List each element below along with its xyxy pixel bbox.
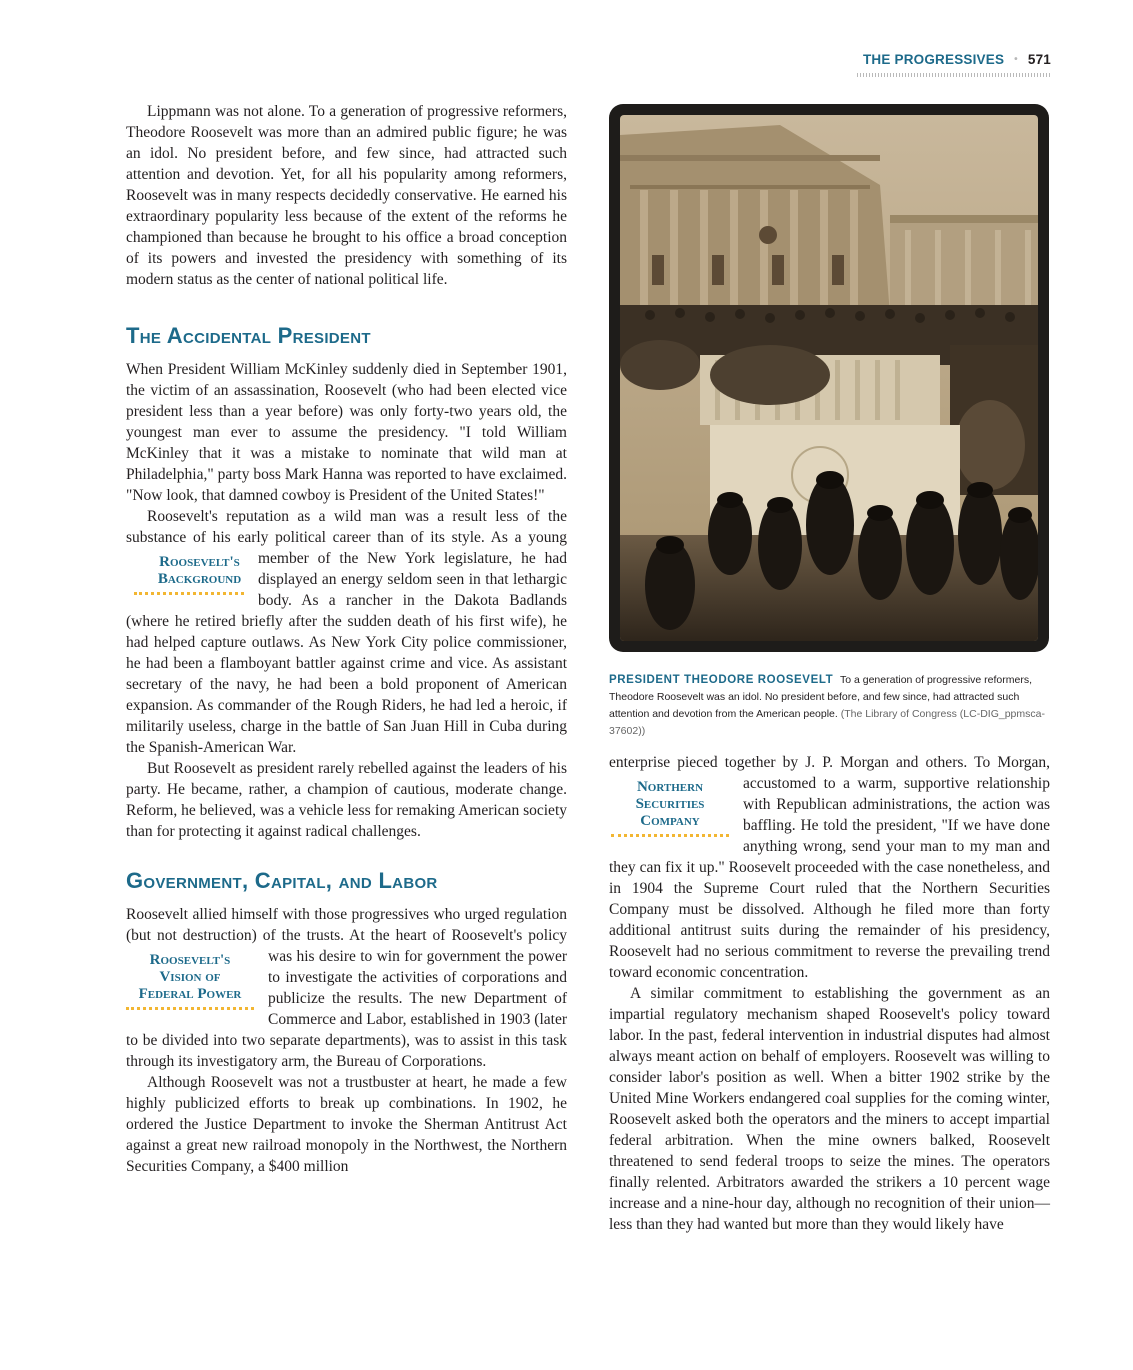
running-head-rule [857,73,1050,77]
paragraph-reputation-rest: young member of the New York legislature, he had displayed an energy seldom seen in that lethargic body. As a rancher in the Dakota Badlands (where he retired briefly after the sudden death of his first wife), he had helped capture outlaws. As New York City police commissioner, he had been a flamboyant battler against crime and vice. As assistant secretary of the navy, he had been a bold proponent of American expansion. As commander of the Rough Riders, he had led a heroic, if militarily useless, charge in the battle of San Juan Hill in Cuba during the Spanish-American War. [126,529,568,756]
running-head-separator: • [1014,53,1018,65]
roosevelt-inauguration-photo [620,115,1038,641]
paragraph-mckinley: When President William McKinley suddenly died in September 1901, the victim of an assassination, Roosevelt (who had been elected vice president less than a year before) was only forty-two years old, the youngest man ever to assume the presidency. "I told William McKinley that it was a mistake to nominate that wild man at Philadelphia," party boss Mark Hanna was reported to have exclaimed. "Now look, that damned cowboy is President of the United States!" [126,361,567,504]
caption-title: PRESIDENT THEODORE ROOSEVELT [609,674,834,686]
running-head-section: THE PROGRESSIVES [862,51,1005,67]
paragraph-rarely-rebelled: But Roosevelt as president rarely rebelled against the leaders of his party. He became, rather, a champion of cautious, moderate change. Reform, he believed, was a vehicle less for remaking American society than for protecting it against radical challenges. [126,760,567,840]
paragraph-reputation-start: Roosevelt's reputation as a wild man was a result less of the substance of his early political career than of its style. As a [126,508,567,546]
paragraph-enterprise-start: enterprise pieced together by J. P. Morgan and others. To [609,754,991,771]
margin-note-northern-securities: Northern Securities Company [611,779,729,837]
section-heading-accidental-president: The Accidental President [126,323,371,348]
figure-caption [609,672,1050,740]
paragraph-enterprise [609,752,1050,983]
paragraph-lippmann: Lippmann was not alone. To a generation of progressive reformers, Theodore Roosevelt was more than an admired public figure; he was an idol. No president before, and few since, had attracted such attention and devotion. Yet, for all his popularity among reformers, Roosevelt was in many respects decidedly conservative. He earned his extraordinary popularity less because of the extent of the reforms he championed than because he brought to his office a broad conception of its powers and invested the presidency with something of its modern status as the center of national political life. [126,103,567,288]
section-heading-government-capital-labor: Government, Capital, and Labor [126,868,438,893]
paragraph-labor: A similar commitment to establishing the government as an impartial regulatory mechanism shaped Roosevelt's policy toward labor. In the past, federal intervention in industrial disputes had almost always meant action on behalf of employers. Roosevelt was willing to consider labor's position as well. When a bitter 1902 strike by the United Mine Workers endangered coal supplies for the coming winter, Roosevelt asked both the operators and the miners to accept impartial federal arbitration. When the mine owners balked, Roosevelt threatened to send federal troops to seize the mines. The operators finally relented. Arbitrators awarded the strikers a 10 percent wage increase and a nine-hour day, although no recognition of their union—less than they had wanted but more than they would likely have [609,985,1050,1233]
caption-credit: (The Library of Congress (LC-DIG_ppmsca-37602)) [609,708,1045,737]
running-head [863,49,1051,69]
caption-text: To a generation of progressive reformers, Theodore Roosevelt was an idol. No president before, and few since, had attracted such attention and devotion from the American people. [609,674,1032,720]
page-number: 571 [1027,51,1051,67]
paragraph-enterprise-rest: Morgan, accustomed to a warm, supportive relationship with Republican administrations, the action was baffling. He told the president, "If we have done anything wrong, send your man to my man and they can fix it up." Roosevelt proceeded with the case nonetheless, and in 1904 the Supreme Court ruled that the Northern Securities Company must be dissolved. Although he filed more than forty additional antitrust suits during the remainder of his presidency, Roosevelt had no serious commitment to reverse the prevailing trend toward economic concentration. [609,754,1050,981]
paragraph-regulation [126,904,567,1072]
paragraph-reputation [126,506,567,758]
left-column [126,101,567,1177]
inauguration-scene-illustration [620,115,1038,641]
right-column [609,752,1050,1235]
margin-note-roosevelts-background: Roosevelt's Background [134,554,244,595]
paragraph-regulation-start: Roosevelt allied himself with those progressives who urged regulation (but not destruction) of the trusts. At the heart of [126,906,567,944]
margin-note-roosevelts-vision: Roosevelt's Vision of Federal Power [126,952,254,1010]
paragraph-regulation-rest: Roosevelt's policy was his desire to win for government the power to investigate the activities of corporations and publicize the results. The new Department of Commerce and Labor, established in 1903 (later to be divided into two separate departments), was to assist in this task through its investigatory arm, the Bureau of Corporations. [126,927,568,1070]
photo-frame [609,104,1049,652]
paragraph-trustbuster: Although Roosevelt was not a trustbuster at heart, he made a few highly publicized efforts to break up combinations. In 1902, he ordered the Justice Department to invoke the Sherman Antitrust Act against a great new railroad monopoly in the Northwest, the Northern Securities Company, a $400 million [126,1074,567,1175]
